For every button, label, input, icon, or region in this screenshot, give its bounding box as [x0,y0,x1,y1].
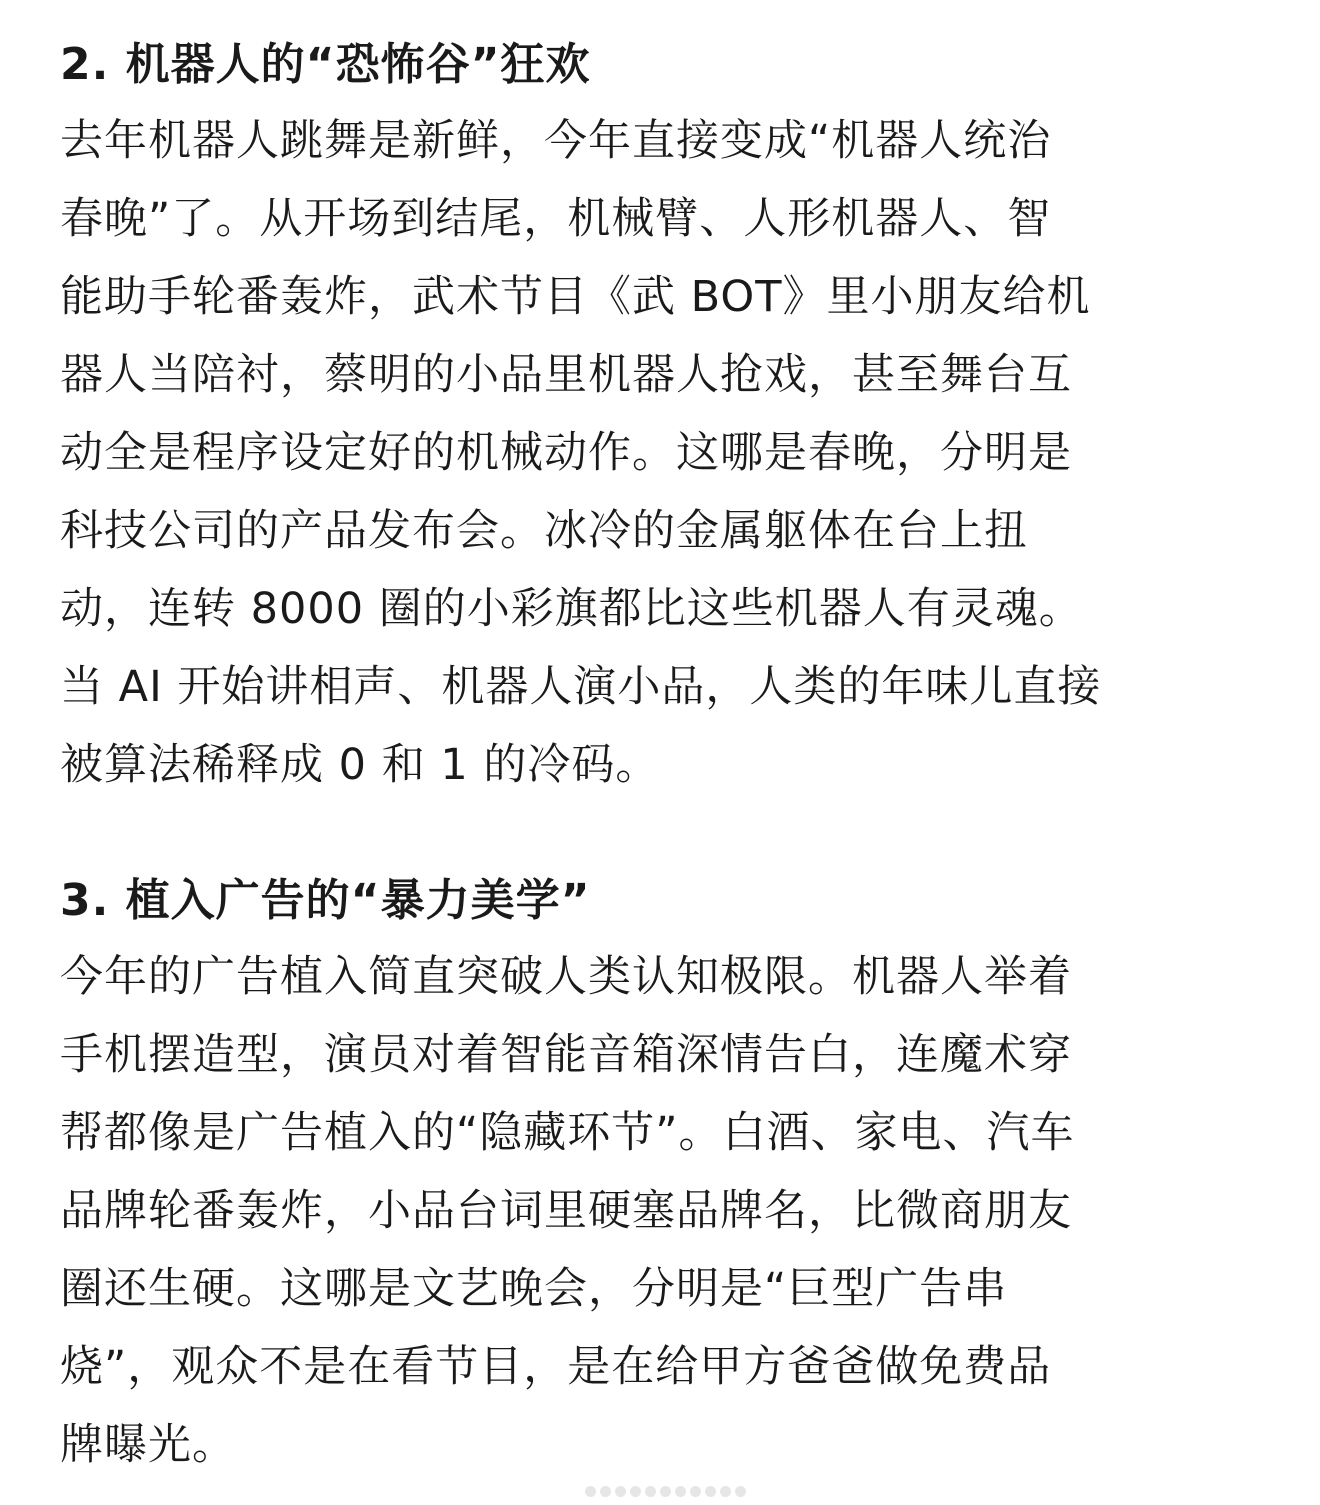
page-dot [705,1486,716,1497]
text-line: 去年机器人跳舞是新鲜，今年直接变成“机器人统治 [60,116,1052,166]
text-line: 春晚”了。从开场到结尾，机械臂、人形机器人、智 [60,194,1052,244]
page-dot [585,1486,596,1497]
page-indicator [585,1482,750,1500]
section-title: 2. 机器人的“恐怖谷”狂欢 [60,39,591,90]
text-line: 圈还生硬。这哪是文艺晚会，分明是“巨型广告串 [60,1264,1008,1314]
page-dot [645,1486,656,1497]
text-line: 今年的广告植入简直突破人类认知极限。机器人举着 [60,952,1072,1002]
article-body [60,28,1260,1484]
text-line: 帮都像是广告植入的“隐藏环节”。白酒、家电、汽车 [60,1108,1075,1158]
section-title: 3. 植入广告的“暴力美学” [60,875,591,926]
text-line: 能助手轮番轰炸，武术节目《武 BOT》里小朋友给机 [60,272,1091,322]
text-line: 器人当陪衬，蔡明的小品里机器人抢戏，甚至舞台互 [60,350,1072,400]
page-dot [675,1486,686,1497]
text-line: 动全是程序设定好的机械动作。这哪是春晚，分明是 [60,428,1072,478]
page-dot [630,1486,641,1497]
page-dot [660,1486,671,1497]
text-line: 当 AI 开始讲相声、机器人演小品，人类的年味儿直接 [60,662,1102,712]
section-paragraph [60,938,1260,1484]
page-dot [720,1486,731,1497]
text-line: 品牌轮番轰炸，小品台词里硬塞品牌名，比微商朋友 [60,1186,1072,1236]
page-dot [690,1486,701,1497]
section-paragraph [60,102,1260,804]
text-line: 烧”，观众不是在看节目，是在给甲方爸爸做免费品 [60,1342,1052,1392]
text-line: 手机摆造型，演员对着智能音箱深情告白，连魔术穿 [60,1030,1072,1080]
text-line: 被算法稀释成 0 和 1 的冷码。 [60,740,660,790]
page-dot [615,1486,626,1497]
text-line: 动，连转 8000 圈的小彩旗都比这些机器人有灵魂。 [60,584,1083,634]
text-line: 牌曝光。 [60,1420,236,1470]
page-dot [735,1486,746,1497]
section-spacer [60,804,1260,864]
page-dot [600,1486,611,1497]
section-robots [60,28,1260,804]
section-ads [60,864,1260,1484]
text-line: 科技公司的产品发布会。冰冷的金属躯体在台上扭 [60,506,1028,556]
